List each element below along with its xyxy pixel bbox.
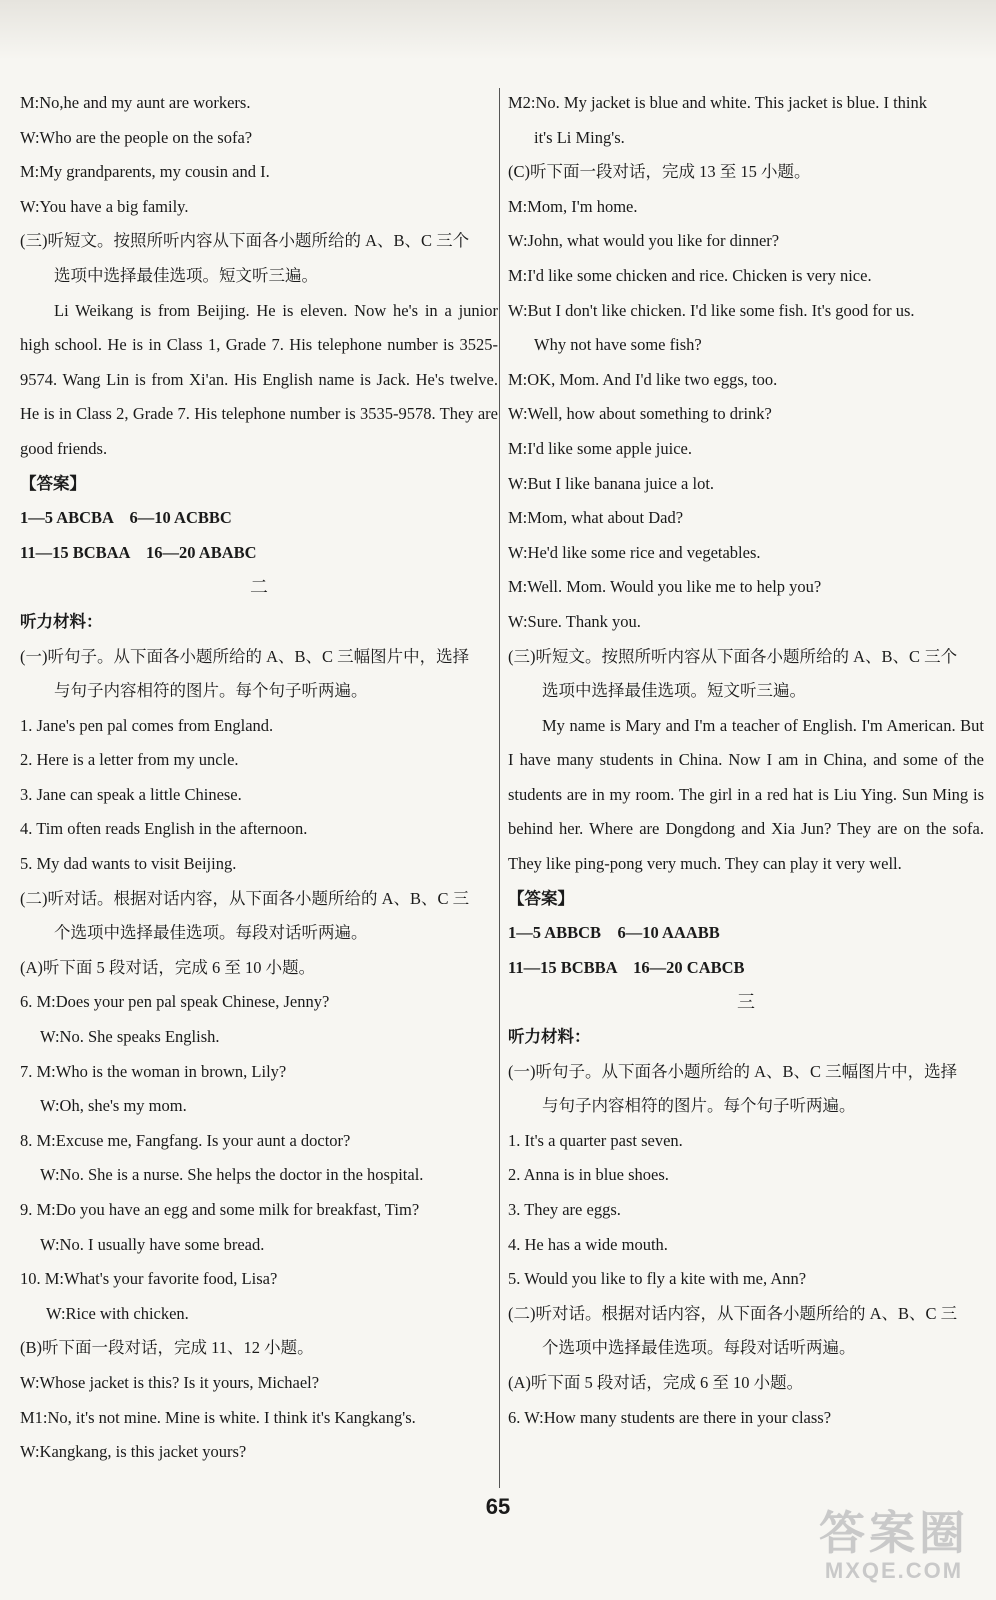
dialog-line: W:Well, how about something to drink? [508,404,772,424]
sub-section-c: (C)听下面一段对话，完成 13 至 15 小题。 [508,162,811,182]
dialog-line: W:Rice with chicken. [46,1303,189,1323]
dialog-line: 9. M:Do you have an egg and some milk for breakfast, Tim? [20,1200,420,1219]
dialog-line: 7. M:Who is the woman in brown, Lily? [20,1061,287,1081]
part1-instruction-cont: 与句子内容相符的图片。每个句子听两遍。 [542,1096,856,1116]
sentence-item: 5. My dad wants to visit Beijing. [20,854,237,874]
sentence-item: 2. Here is a letter from my uncle. [20,750,239,770]
dialog-line: W:Whose jacket is this? Is it yours, Michael? [20,1372,320,1392]
passage: My name is Mary and I'm a teacher of English. I'm American. But I have many students in China. Now I am in China, and some of the students are in my room. The girl in a red hat is Liu Ying. Sun Ming is behind her. Where are Dongdong and Xia Jun? They are on the sofa. They like ping-pong very much. They can play it very well. [508,715,984,874]
answer-line: 1—5 ABCBA 6—10 ACBBC [20,508,232,528]
part2-instruction: (二)听对话。根据对话内容，从下面各小题所给的 A、B、C 三 [508,1303,958,1323]
part1-instruction: (一)听句子。从下面各小题所给的 A、B、C 三幅图片中，选择 [508,1061,958,1081]
sentence-item: 3. Jane can speak a little Chinese. [20,784,242,804]
part3-instruction-cont: 选项中选择最佳选项。短文听三遍。 [542,681,806,701]
part2-instruction-cont: 个选项中选择最佳选项。每段对话听两遍。 [542,1338,856,1358]
dialog-line: M1:No, it's not mine. Mine is white. I think it's Kangkang's. [20,1407,416,1427]
sentence-item: 1. Jane's pen pal comes from England. [20,715,274,735]
section-title: 二 [250,577,268,598]
dialog-line: M:Mom, I'm home. [508,196,638,216]
answer-label: 【答案】 [508,888,574,908]
sub-section-b: (B)听下面一段对话，完成 11、12 小题。 [20,1338,314,1358]
dialog-line: W:No. She speaks English. [40,1027,220,1047]
part1-instruction-cont: 与句子内容相符的图片。每个句子听两遍。 [54,681,368,701]
page-number: 65 [485,1494,511,1519]
dialog-line: W:But I don't like chicken. I'd like some fish. It's good for us. [508,300,915,320]
sentence-item: 3. They are eggs. [508,1200,621,1219]
answer-line: 11—15 BCBBA 16—20 CABCB [508,957,745,977]
passage: Li Weikang is from Beijing. He is eleven. Now he's in a junior high school. He is in Class 1, Grade 7. His telephone number is 3525-9574. Wang Lin is from Xi'an. His English name is Jack. He's twelve. He is in Class 2, Grade 7. His telephone number is 3535-9578. They are good friends. [20,300,498,458]
dialog-line: W:No. She is a nurse. She helps the doctor in the hospital. [40,1165,424,1185]
part3-instruction: (三)听短文。按照所听内容从下面各小题所给的 A、B、C 三个 [20,231,470,251]
dialog-line: 6. W:How many students are there in your class? [508,1407,832,1427]
dialog-line: W:You have a big family. [20,196,189,216]
dialog-line: W:Oh, she's my mom. [40,1096,187,1116]
dialog-line: W:John, what would you like for dinner? [508,231,780,251]
dialog-line: M:I'd like some apple juice. [508,438,692,458]
dialog-line: 6. M:Does your pen pal speak Chinese, Jenny? [20,992,330,1012]
dialog-line: W:Who are the people on the sofa? [20,127,253,147]
dialog-line: W:Sure. Thank you. [508,611,641,631]
answer-line: 11—15 BCBAA 16—20 ABABC [20,542,257,562]
listening-label: 听力材料： [508,1027,591,1047]
listening-label: 听力材料： [20,611,103,631]
dialog-line: 8. M:Excuse me, Fangfang. Is your aunt a doctor? [20,1130,351,1150]
sub-section-a: (A)听下面 5 段对话，完成 6 至 10 小题。 [508,1372,804,1392]
watermark-logo [804,1508,984,1590]
left-column [20,86,498,1470]
dialog-line: M2:No. My jacket is blue and white. This jacket is blue. I think [508,93,928,112]
dialog-line: W:He'd like some rice and vegetables. [508,542,761,562]
sub-section-a: (A)听下面 5 段对话，完成 6 至 10 小题。 [20,957,316,977]
dialog-line: it's Li Ming's. [534,127,625,147]
part2-instruction-cont: 个选项中选择最佳选项。每段对话听两遍。 [54,923,368,943]
dialog-line: W:But I like banana juice a lot. [508,473,715,493]
dialog-line: W:No. I usually have some bread. [40,1234,265,1254]
sentence-item: 2. Anna is in blue shoes. [508,1165,669,1185]
section-title: 三 [737,992,755,1013]
part3-instruction-cont: 选项中选择最佳选项。短文听三遍。 [54,265,318,285]
dialog-line: M:My grandparents, my cousin and I. [20,162,270,182]
dialog-line: M:No,he and my aunt are workers. [20,93,251,112]
sentence-item: 4. He has a wide mouth. [508,1234,668,1254]
answer-label: 【答案】 [20,473,86,493]
dialog-line: M:OK, Mom. And I'd like two eggs, too. [508,369,778,389]
dialog-line: M:I'd like some chicken and rice. Chicken is very nice. [508,265,872,285]
dialog-line: M:Well. Mom. Would you like me to help you? [508,577,822,597]
right-column [508,86,984,1435]
answer-line: 1—5 ABBCB 6—10 AAABB [508,923,720,943]
watermark-url: MXQE.COM [824,1558,964,1583]
dialog-line: Why not have some fish? [534,335,702,355]
part2-instruction: (二)听对话。根据对话内容，从下面各小题所给的 A、B、C 三 [20,888,470,908]
page-top-band [0,0,996,60]
dialog-line: W:Kangkang, is this jacket yours? [20,1442,247,1462]
part3-instruction: (三)听短文。按照所听内容从下面各小题所给的 A、B、C 三个 [508,646,958,666]
sentence-item: 1. It's a quarter past seven. [508,1130,683,1150]
column-divider [499,88,500,1488]
dialog-line: 10. M:What's your favorite food, Lisa? [20,1269,278,1289]
part1-instruction: (一)听句子。从下面各小题所给的 A、B、C 三幅图片中，选择 [20,646,470,666]
sentence-item: 5. Would you like to fly a kite with me, Ann? [508,1269,807,1289]
sentence-item: 4. Tim often reads English in the afternoon. [20,819,308,839]
dialog-line: M:Mom, what about Dad? [508,508,684,528]
watermark-mark: 答案圈 [819,1507,969,1559]
